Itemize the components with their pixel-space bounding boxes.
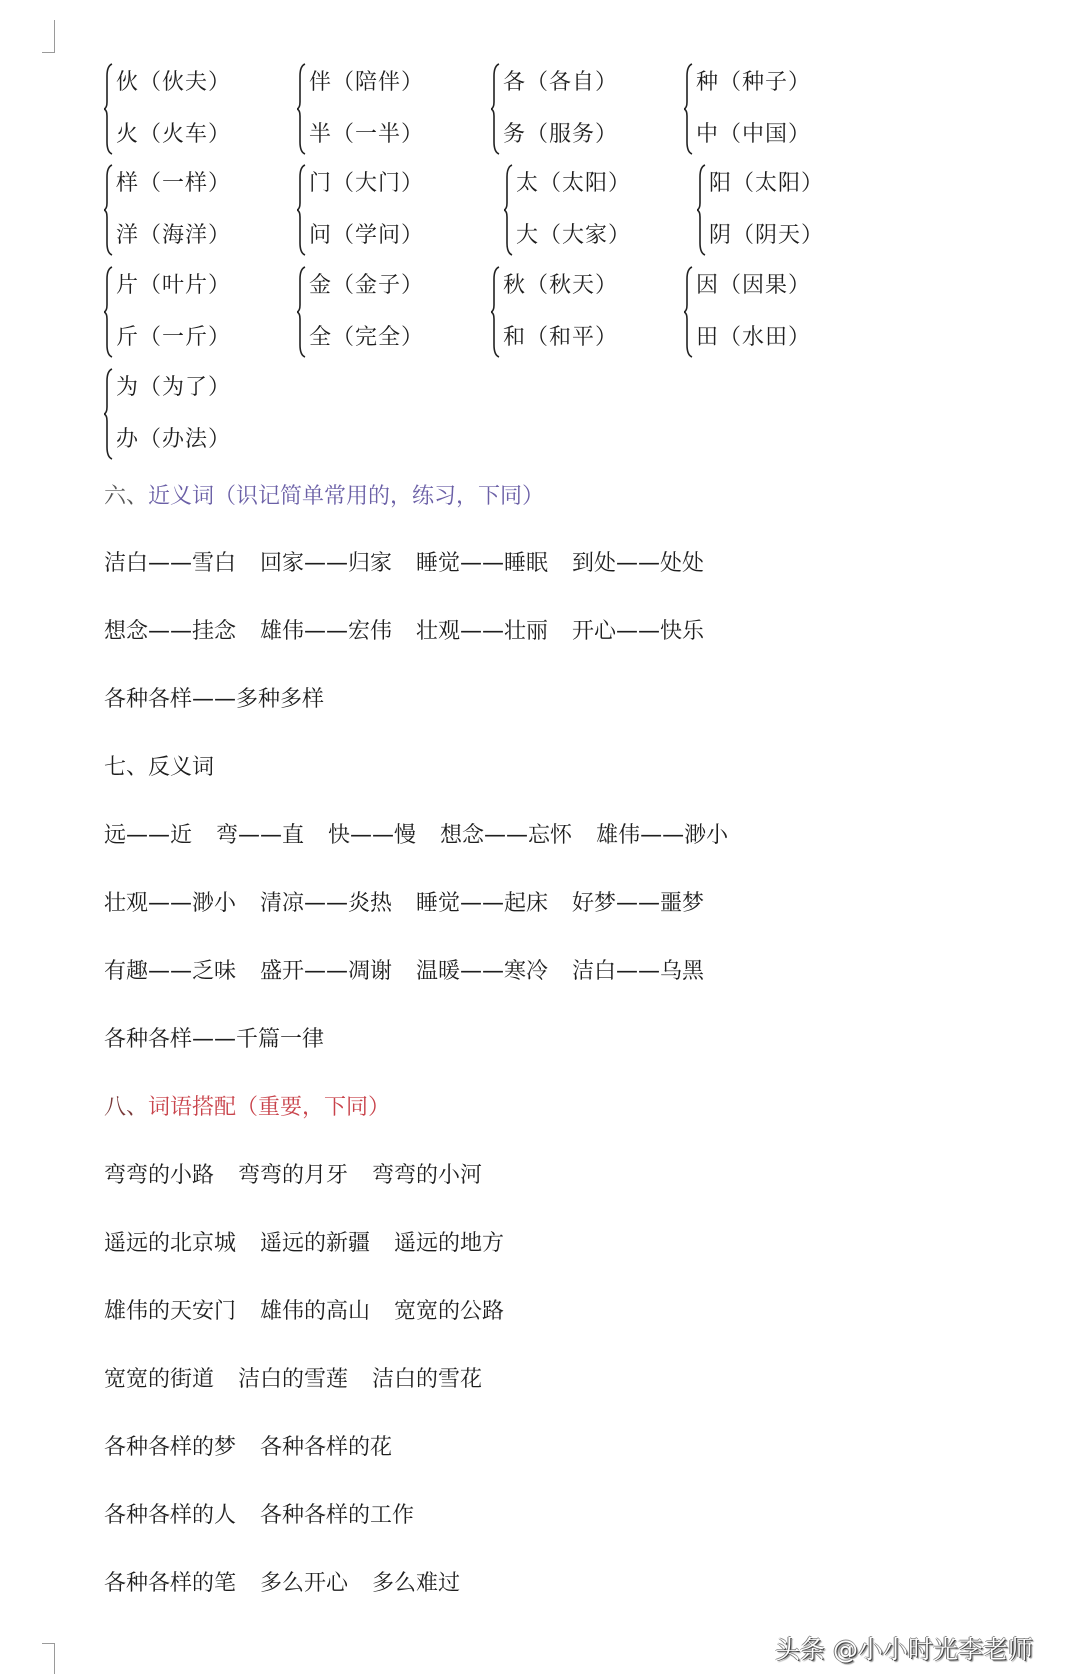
collocation-item: 弯弯的小路 <box>104 1163 215 1188</box>
char-pair <box>104 62 231 156</box>
collocation-row <box>104 1229 504 1259</box>
brace-icon <box>104 62 114 156</box>
collocation-item: 各种各样的笔 <box>104 1571 237 1596</box>
pair-bottom: 半（一半） <box>309 122 425 147</box>
antonym-item: 远——近 <box>104 823 193 848</box>
antonym-item: 温暖——寒冷 <box>416 959 549 984</box>
char-pair <box>297 265 424 359</box>
collocation-item: 宽宽的公路 <box>394 1299 505 1324</box>
collocation-item: 雄伟的高山 <box>260 1299 371 1324</box>
pair-bottom: 阴（阴天） <box>709 223 825 248</box>
collocation-row <box>104 1501 414 1531</box>
pair-top: 各（各自） <box>503 70 619 95</box>
antonym-item: 壮观——渺小 <box>104 891 237 916</box>
collocation-item: 洁白的雪花 <box>372 1367 483 1392</box>
brace-icon <box>104 265 114 359</box>
char-pair <box>297 62 424 156</box>
collocation-row <box>104 1433 392 1463</box>
watermark: 头条 @小小时光李老师 <box>775 1635 1033 1664</box>
pair-bottom: 大（大家） <box>516 223 632 248</box>
char-pair <box>491 62 618 156</box>
collocation-item: 遥远的地方 <box>394 1231 505 1256</box>
section-six-number: 六、 <box>104 484 149 509</box>
pair-top: 秋（秋天） <box>503 273 619 298</box>
pair-top: 样（一样） <box>116 171 232 196</box>
brace-icon <box>504 163 514 257</box>
brace-icon <box>297 163 307 257</box>
pair-top: 门（大门） <box>309 171 425 196</box>
brace-icon <box>684 62 694 156</box>
page-corner-mark-bottom <box>42 1643 55 1674</box>
char-pair <box>697 163 824 257</box>
collocation-item: 弯弯的小河 <box>372 1163 483 1188</box>
pair-bottom: 务（服务） <box>503 122 619 147</box>
antonym-item: 睡觉——起床 <box>416 891 549 916</box>
pair-bottom: 火（火车） <box>116 122 232 147</box>
collocation-item: 各种各样的花 <box>260 1435 393 1460</box>
collocation-item: 遥远的北京城 <box>104 1231 237 1256</box>
antonym-item: 各种各样——千篇一律 <box>104 1027 325 1052</box>
pair-bottom: 洋（海洋） <box>116 223 232 248</box>
page-corner-mark-top <box>42 20 55 53</box>
collocation-row <box>104 1365 482 1395</box>
collocation-item: 多么难过 <box>372 1571 461 1596</box>
section-six-heading <box>104 482 544 512</box>
brace-icon <box>491 62 501 156</box>
section-seven-number: 七、 <box>104 755 149 780</box>
collocation-item: 各种各样的梦 <box>104 1435 237 1460</box>
pair-bottom: 全（完全） <box>309 325 425 350</box>
synonym-item: 开心——快乐 <box>572 619 705 644</box>
pair-top: 伙（伙夫） <box>116 70 232 95</box>
pair-top: 为（为了） <box>116 375 232 400</box>
antonym-item: 有趣——乏味 <box>104 959 237 984</box>
synonym-item: 雄伟——宏伟 <box>260 619 393 644</box>
collocation-row <box>104 1297 504 1327</box>
synonym-item: 到处——处处 <box>572 551 705 576</box>
collocation-item: 弯弯的月牙 <box>238 1163 349 1188</box>
synonym-item: 壮观——壮丽 <box>416 619 549 644</box>
antonym-item: 好梦——噩梦 <box>572 891 705 916</box>
synonym-item: 睡觉——睡眠 <box>416 551 549 576</box>
synonym-row <box>104 685 324 715</box>
char-pair <box>684 62 811 156</box>
antonym-item: 快——慢 <box>328 823 417 848</box>
antonym-item: 雄伟——渺小 <box>596 823 729 848</box>
brace-icon <box>297 62 307 156</box>
collocation-item: 洁白的雪莲 <box>238 1367 349 1392</box>
section-seven-heading <box>104 753 214 783</box>
char-pair <box>104 265 231 359</box>
pair-bottom: 问（学问） <box>309 223 425 248</box>
collocation-row <box>104 1161 482 1191</box>
pair-bottom: 中（中国） <box>696 122 812 147</box>
pair-bottom: 田（水田） <box>696 325 812 350</box>
collocation-item: 宽宽的街道 <box>104 1367 215 1392</box>
section-six-title: 近义词（识记简单常用的，练习，下同） <box>148 484 545 509</box>
pair-bottom: 斤（一斤） <box>116 325 232 350</box>
antonym-row <box>104 821 728 851</box>
collocation-item: 各种各样的工作 <box>260 1503 415 1528</box>
synonym-item: 回家——归家 <box>260 551 393 576</box>
brace-icon <box>104 367 114 461</box>
collocation-item: 遥远的新疆 <box>260 1231 371 1256</box>
antonym-item: 洁白——乌黑 <box>572 959 705 984</box>
collocation-item: 多么开心 <box>260 1571 349 1596</box>
collocation-item: 各种各样的人 <box>104 1503 237 1528</box>
antonym-item: 盛开——凋谢 <box>260 959 393 984</box>
pair-top: 因（因果） <box>696 273 812 298</box>
char-pair <box>684 265 811 359</box>
pair-bottom: 和（和平） <box>503 325 619 350</box>
synonym-row <box>104 549 704 579</box>
section-eight-number: 八、 <box>104 1095 149 1120</box>
brace-icon <box>491 265 501 359</box>
pair-top: 种（种子） <box>696 70 812 95</box>
synonym-item: 洁白——雪白 <box>104 551 237 576</box>
brace-icon <box>684 265 694 359</box>
synonym-item: 想念——挂念 <box>104 619 237 644</box>
section-eight-title: 词语搭配（重要，下同） <box>148 1095 391 1120</box>
synonym-row <box>104 617 704 647</box>
char-pair <box>504 163 631 257</box>
section-seven-title: 反义词 <box>148 755 215 780</box>
brace-icon <box>104 163 114 257</box>
pair-top: 片（叶片） <box>116 273 232 298</box>
pair-top: 金（金子） <box>309 273 425 298</box>
synonym-item: 各种各样——多种多样 <box>104 687 325 712</box>
collocation-row <box>104 1569 460 1599</box>
pair-top: 阳（太阳） <box>709 171 825 196</box>
pair-bottom: 办（办法） <box>116 427 232 452</box>
char-pair <box>104 163 231 257</box>
brace-icon <box>297 265 307 359</box>
char-pair <box>297 163 424 257</box>
char-pair <box>491 265 618 359</box>
antonym-row <box>104 889 704 919</box>
pair-top: 太（太阳） <box>516 171 632 196</box>
antonym-item: 弯——直 <box>216 823 305 848</box>
antonym-item: 想念——忘怀 <box>440 823 573 848</box>
char-pair <box>104 367 231 461</box>
antonym-row <box>104 957 704 987</box>
brace-icon <box>697 163 707 257</box>
collocation-item: 雄伟的天安门 <box>104 1299 237 1324</box>
antonym-row <box>104 1025 324 1055</box>
section-eight-heading <box>104 1093 390 1123</box>
antonym-item: 清凉——炎热 <box>260 891 393 916</box>
pair-top: 伴（陪伴） <box>309 70 425 95</box>
